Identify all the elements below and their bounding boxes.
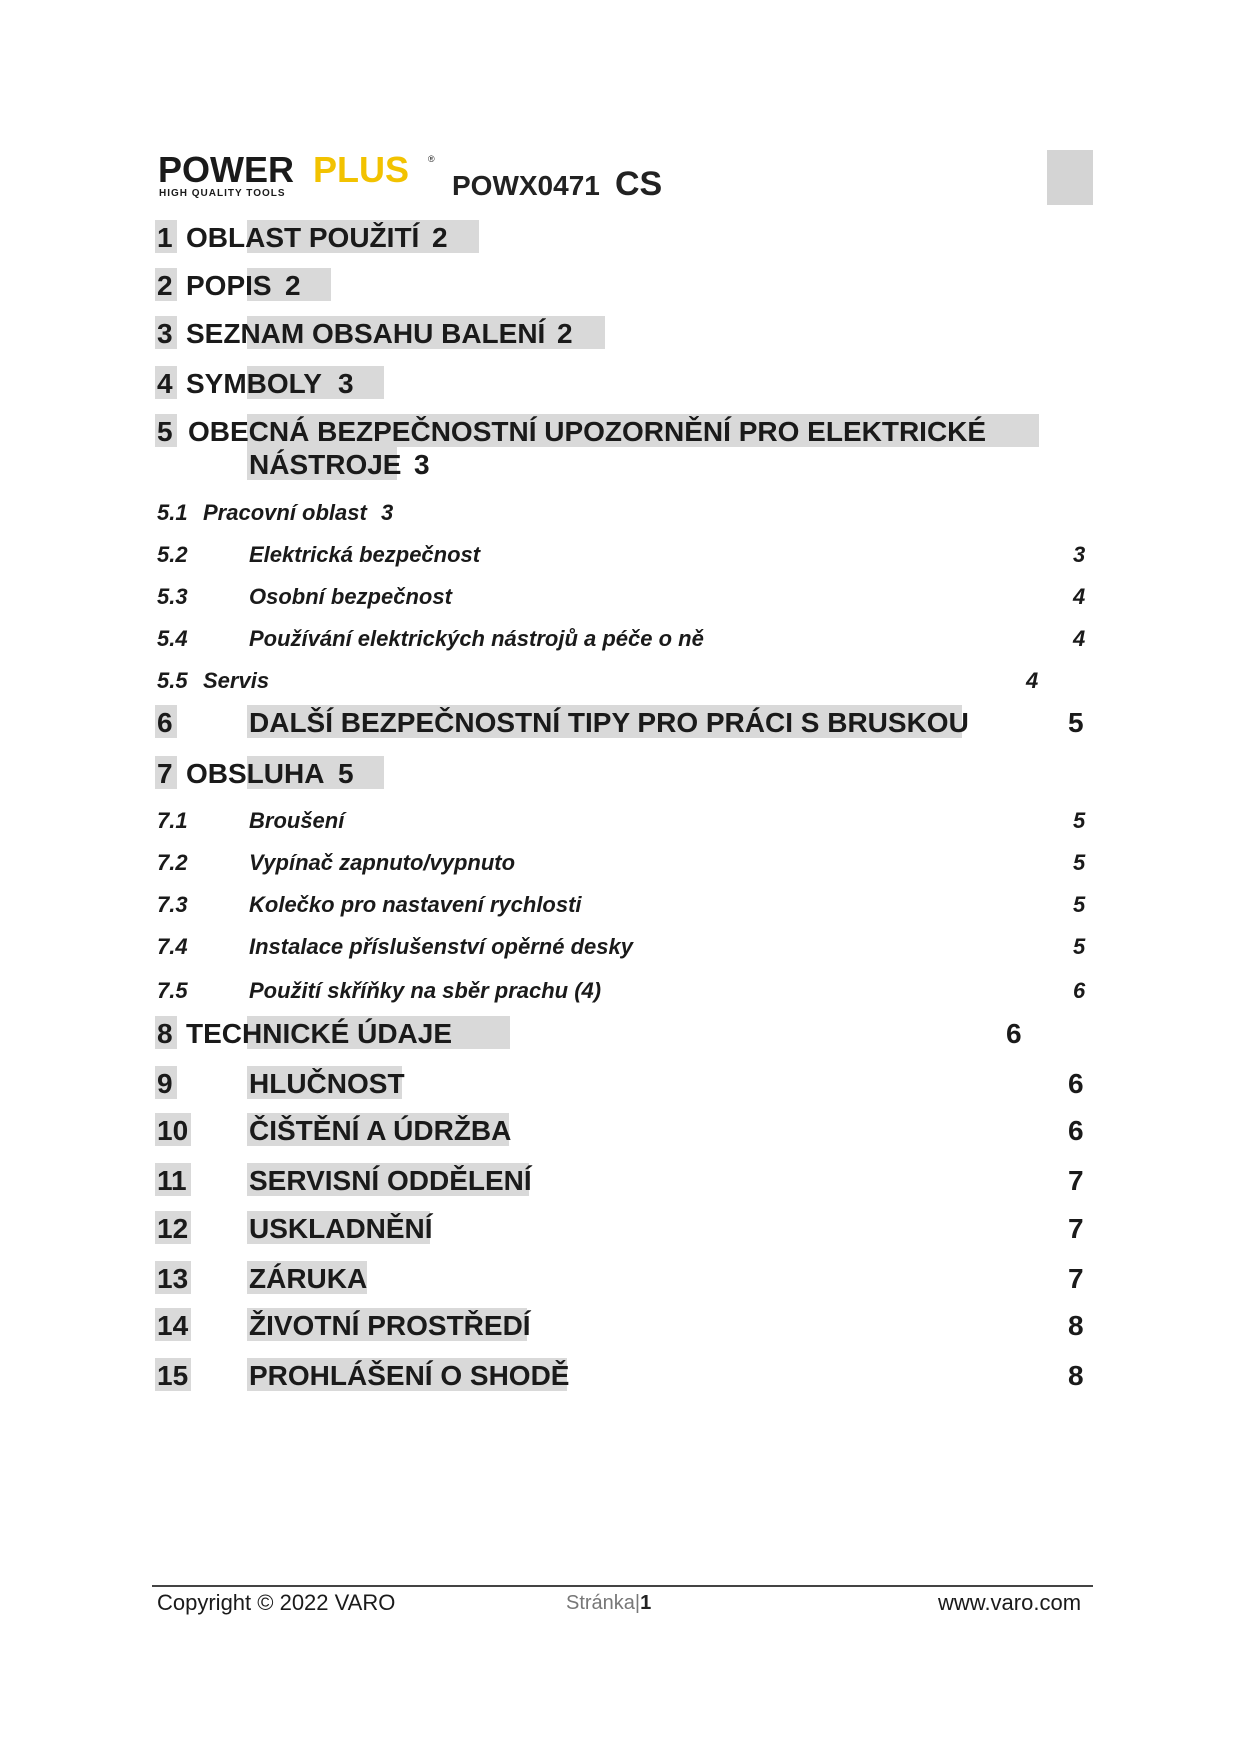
- toc-item-5-3-title[interactable]: Osobní bezpečnost: [249, 584, 452, 609]
- toc-item-7-3-title[interactable]: Kolečko pro nastavení rychlosti: [249, 892, 582, 917]
- logo-tagline: HIGH QUALITY TOOLS: [159, 188, 286, 199]
- footer-page-number: 1: [640, 1592, 652, 1614]
- toc-item-12-page: 7: [1068, 1213, 1084, 1244]
- footer-page-indicator: [566, 1592, 651, 1615]
- toc-item-5-4-page: 4: [1073, 626, 1086, 651]
- toc-item-5-1-number: 5.1: [157, 500, 188, 525]
- toc-item-5-2-number: 5.2: [157, 542, 188, 567]
- toc-item-9-title[interactable]: HLUČNOST: [249, 1068, 405, 1099]
- toc-item-5-1-title[interactable]: Pracovní oblast: [203, 500, 367, 525]
- toc-item-2-number: 2: [157, 270, 173, 301]
- toc-item-7-1-number: 7.1: [157, 808, 188, 833]
- toc-item-5-5-title[interactable]: Servis: [203, 668, 270, 693]
- toc-item-7-2-title[interactable]: Vypínač zapnuto/vypnuto: [249, 850, 516, 875]
- toc-item-5-1-page: 3: [381, 500, 394, 525]
- toc-item-2-page: 2: [285, 270, 301, 301]
- toc-item-5-5-number: 5.5: [157, 668, 188, 693]
- toc-item-12-title[interactable]: USKLADNĚNÍ: [249, 1213, 433, 1244]
- toc-item-8-number: 8: [157, 1018, 173, 1049]
- toc-item-5-page: 3: [414, 449, 430, 480]
- toc-item-7-5-number: 7.5: [157, 978, 188, 1003]
- footer-rule: [152, 1585, 1093, 1587]
- corner-marker: [1047, 150, 1093, 205]
- toc-item-5-title-line1[interactable]: OBECNÁ BEZPEČNOSTNÍ UPOZORNĚNÍ PRO ELEKTRICKÉ: [188, 416, 987, 447]
- footer-copyright: Copyright © 2022 VARO: [157, 1590, 396, 1615]
- toc-item-11-title[interactable]: SERVISNÍ ODDĚLENÍ: [249, 1165, 532, 1196]
- toc-item-7-1-page: 5: [1073, 808, 1086, 833]
- toc-item-7-page: 5: [338, 758, 354, 789]
- toc-item-14-title[interactable]: ŽIVOTNÍ PROSTŘEDÍ: [249, 1310, 531, 1341]
- toc-item-3-number: 3: [157, 318, 173, 349]
- toc-item-5-4-title[interactable]: Používání elektrických nástrojů a péče o ně: [249, 626, 704, 651]
- toc-item-9-page: 6: [1068, 1068, 1084, 1099]
- toc-item-5-3-number: 5.3: [157, 584, 188, 609]
- toc-item-12-number: 12: [157, 1213, 189, 1244]
- toc-item-7-4-number: 7.4: [157, 934, 188, 959]
- footer-website-link[interactable]: www.varo.com: [938, 1590, 1082, 1615]
- toc-item-7-4-title[interactable]: Instalace příslušenství opěrné desky: [249, 934, 633, 959]
- toc-item-6-number: 6: [157, 707, 173, 738]
- toc-item-15-page: 8: [1068, 1360, 1084, 1391]
- toc-item-7-5-title[interactable]: Použití skříňky na sběr prachu (4): [249, 978, 602, 1003]
- toc-item-3-page: 2: [557, 318, 573, 349]
- toc-item-11-number: 11: [157, 1165, 187, 1196]
- toc-item-6-title[interactable]: DALŠÍ BEZPEČNOSTNÍ TIPY PRO PRÁCI S BRUSKOU: [249, 707, 969, 738]
- toc-item-7-3-page: 5: [1073, 892, 1086, 917]
- toc-item-5-5-page: 4: [1026, 668, 1039, 693]
- toc-item-4-page: 3: [338, 368, 354, 399]
- toc-item-1-title[interactable]: OBLAST POUŽITÍ: [186, 222, 420, 253]
- toc-item-3-title[interactable]: SEZNAM OBSAHU BALENÍ: [186, 318, 546, 349]
- toc-item-6-page: 5: [1068, 707, 1084, 738]
- svg-text:®: ®: [428, 154, 435, 164]
- toc-item-15-number: 15: [157, 1360, 189, 1391]
- toc-item-7-1-title[interactable]: Broušení: [249, 808, 345, 833]
- toc-item-7-4-page: 5: [1073, 934, 1086, 959]
- toc-item-7-number: 7: [157, 758, 173, 789]
- toc-item-7-5-page: 6: [1073, 978, 1086, 1003]
- toc-item-14-number: 14: [157, 1310, 189, 1341]
- logo-plus-text: PLUS: [313, 150, 410, 190]
- language-code: CS: [615, 165, 663, 203]
- toc-item-10-number: 10: [157, 1115, 189, 1146]
- toc-item-5-2-page: 3: [1073, 542, 1086, 567]
- toc-item-1-number: 1: [157, 222, 173, 253]
- toc-item-5-2-title[interactable]: Elektrická bezpečnost: [249, 542, 481, 567]
- toc-item-7-2-page: 5: [1073, 850, 1086, 875]
- toc-item-13-title[interactable]: ZÁRUKA: [249, 1263, 368, 1294]
- toc-item-1-page: 2: [432, 222, 448, 253]
- model-number: POWX0471: [452, 170, 600, 201]
- toc-item-11-page: 7: [1068, 1165, 1084, 1196]
- toc-item-4-number: 4: [157, 368, 173, 399]
- toc-item-13-number: 13: [157, 1263, 189, 1294]
- toc-item-5-4-number: 5.4: [157, 626, 188, 651]
- logo-power-text: POWER: [158, 150, 295, 190]
- toc-item-15-title[interactable]: PROHLÁŠENÍ O SHODĚ: [249, 1360, 570, 1391]
- footer-page-label: Stránka|: [566, 1592, 641, 1614]
- toc-item-8-title[interactable]: TECHNICKÉ ÚDAJE: [186, 1018, 453, 1049]
- toc-item-2-title[interactable]: POPIS: [186, 270, 272, 301]
- toc-item-4-title[interactable]: SYMBOLY: [186, 368, 322, 399]
- toc-item-5-number: 5: [157, 416, 173, 447]
- toc-item-5-3-page: 4: [1073, 584, 1086, 609]
- toc-item-7-2-number: 7.2: [157, 850, 188, 875]
- toc-item-8-page: 6: [1006, 1018, 1022, 1049]
- toc-item-5-title-line2[interactable]: NÁSTROJE: [249, 449, 402, 480]
- toc-item-10-title[interactable]: ČIŠTĚNÍ A ÚDRŽBA: [249, 1115, 512, 1146]
- toc-item-10-page: 6: [1068, 1115, 1084, 1146]
- toc-item-7-title[interactable]: OBSLUHA: [186, 758, 325, 789]
- toc-item-14-page: 8: [1068, 1310, 1084, 1341]
- powerplus-logo: [158, 150, 438, 200]
- toc-item-13-page: 7: [1068, 1263, 1084, 1294]
- toc-item-7-3-number: 7.3: [157, 892, 188, 917]
- toc-item-9-number: 9: [157, 1068, 173, 1099]
